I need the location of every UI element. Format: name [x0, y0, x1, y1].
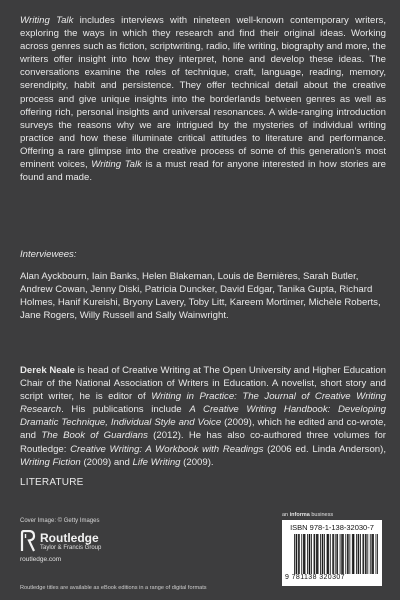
bio-text-3: (2009), which he edited and co-wrote, and: [20, 417, 386, 442]
bio-text-1: is head of Creative Writing at The Open University and Higher Education Chair of the National Association of Writers in Education. A novelist, short story and script writer, he is editor of: [20, 365, 386, 403]
writing-fiction-title: Writing Fiction: [20, 456, 81, 468]
barcode-bar: [373, 534, 374, 574]
barcode-bar: [348, 534, 349, 574]
barcode-bar: [366, 534, 367, 574]
interviewees-list: Alan Ayckbourn, Iain Banks, Helen Blakeman, Louis de Bernières, Sarah Butler, Andrew Cowan, Jenny Diski, Patricia Duncker, David Edgar, Tanika Gupta, Richard Holmes, Hanif Kureishi, Bryony Lavery, Toby Litt, Kareem Mortimer, Michèle Roberts, Jane Rogers, Willy Russell and Sally Wainwright.: [20, 271, 381, 322]
barcode-bar: [363, 534, 364, 574]
barcode-number: 9 781138 320307: [285, 574, 345, 581]
informa-tagline: [282, 512, 333, 518]
barcode-bar: [358, 534, 359, 574]
barcode-bar: [356, 534, 357, 574]
barcode-bar: [354, 534, 355, 574]
barcode-bar: [336, 534, 337, 574]
barcode-bar: [352, 534, 353, 574]
life-writing-title: Life Writing: [132, 456, 181, 468]
author-bio: [20, 364, 386, 469]
subject-category: LITERATURE: [20, 477, 84, 488]
barcode-bar: [327, 534, 328, 574]
barcode-bar: [304, 534, 305, 574]
barcode-bar: [353, 534, 354, 574]
barcode-bar: [307, 534, 308, 574]
barcode-bar: [298, 534, 299, 574]
journal-title: Writing in Practice: The Journal of Creative Writing Research: [20, 391, 386, 416]
barcode-bar: [309, 534, 310, 574]
barcode-bar: [337, 534, 338, 574]
back-cover-blurb: [20, 14, 386, 184]
barcode-bar: [314, 534, 315, 574]
barcode-bar: [296, 534, 297, 574]
barcode-bar: [314, 534, 315, 574]
barcode-bar: [324, 534, 325, 574]
barcode-bars: [294, 534, 378, 574]
barcode-bar: [318, 534, 319, 574]
barcode-bar: [372, 534, 373, 574]
isbn-barcode: [282, 520, 382, 586]
guardians-title: The Book of Guardians: [41, 430, 148, 442]
barcode-bar: [367, 534, 368, 574]
blurb-text-1: includes interviews with nineteen well-known contemporary writers, exploring the ways in which they research and find their original ideas. Working across genres such as fiction, scriptwriting, radio, life writing, biography and more, the writers offer insight into how they interpret, hone and develop these ideas. The conversations examine the roles of technique, craft, language, reading, memory, serendipity, habit and persistence. They offer technical detail about the creative process and give unique insights into the borderlands between genres as well as offering rich, personal insights and universal resonances. A wide-ranging introduction surveys the reasons why we are intrigued by the mysteries of individual writing practice and how these illuminate critical attitudes to literature and performance. Offering a rare glimpse into the creative process of some of this generation’s most eminent voices,: [20, 15, 386, 171]
book-title-italic: Writing Talk: [20, 15, 74, 26]
barcode-bar: [333, 534, 334, 574]
barcode-bar: [341, 534, 342, 574]
informa-prefix: an: [282, 512, 290, 518]
barcode-bar: [296, 534, 297, 574]
interviewees-heading: Interviewees:: [20, 249, 77, 260]
bio-text-2: . His publications include: [61, 404, 190, 416]
workbook-title: Creative Writing: A Workbook with Readings: [70, 443, 264, 455]
bio-text-5: (2006 ed. Linda Anderson),: [263, 443, 386, 455]
barcode-bar: [345, 534, 346, 574]
publisher-group: Taylor & Francis Group: [40, 545, 102, 551]
bio-text-6: (2009) and: [80, 456, 133, 468]
barcode-bar: [332, 534, 333, 574]
informa-suffix: business: [309, 512, 334, 518]
barcode-bar: [294, 534, 295, 574]
barcode-bar: [360, 534, 361, 574]
barcode-bar: [335, 534, 336, 574]
barcode-bar: [363, 534, 364, 574]
barcode-bar: [301, 534, 302, 574]
barcode-bar: [320, 534, 321, 574]
barcode-bar: [358, 534, 359, 574]
barcode-bar: [316, 534, 317, 574]
barcode-bar: [317, 534, 318, 574]
bio-text-4: (2012). He has also co-authored three volumes for Routledge:: [20, 430, 386, 455]
publisher-url: routledge.com: [20, 556, 62, 563]
barcode-bar: [347, 534, 348, 574]
barcode-bar: [340, 534, 341, 574]
handbook-title: A Creative Writing Handbook: Developing Dramatic Technique, Individual Style and Voice: [20, 404, 386, 429]
barcode-bar: [349, 534, 350, 574]
barcode-bar: [330, 534, 331, 574]
isbn-text: ISBN 978-1-138-32030-7: [290, 523, 374, 532]
blurb-text-2: is a must read for anyone interested in how stories are found and made.: [20, 159, 386, 184]
barcode-bar: [299, 534, 300, 574]
barcode-bar: [305, 534, 306, 574]
publisher-name: Routledge: [40, 531, 99, 545]
barcode-bar: [328, 534, 329, 574]
barcode-bar: [377, 534, 378, 574]
barcode-bar: [309, 534, 310, 574]
barcode-bar: [311, 534, 312, 574]
author-name: Derek Neale: [20, 365, 75, 376]
barcode-bar: [303, 534, 304, 574]
barcode-bar: [371, 534, 372, 574]
barcode-bar: [370, 534, 371, 574]
barcode-bar: [323, 534, 324, 574]
barcode-bar: [342, 534, 343, 574]
barcode-bar: [322, 534, 323, 574]
routledge-r-mark-icon: [20, 530, 36, 552]
ebook-note: Routledge titles are available as eBook editions in a range of digital formats: [20, 585, 207, 591]
informa-word: informa: [289, 512, 310, 518]
barcode-bar: [343, 534, 344, 574]
barcode-bar: [365, 534, 366, 574]
bio-text-7: (2009).: [180, 456, 214, 468]
book-title-italic-2: Writing Talk: [91, 159, 142, 171]
barcode-bar: [327, 534, 328, 574]
barcode-bar: [376, 534, 377, 574]
cover-image-credit: Cover Image: © Getty Images: [20, 518, 100, 524]
